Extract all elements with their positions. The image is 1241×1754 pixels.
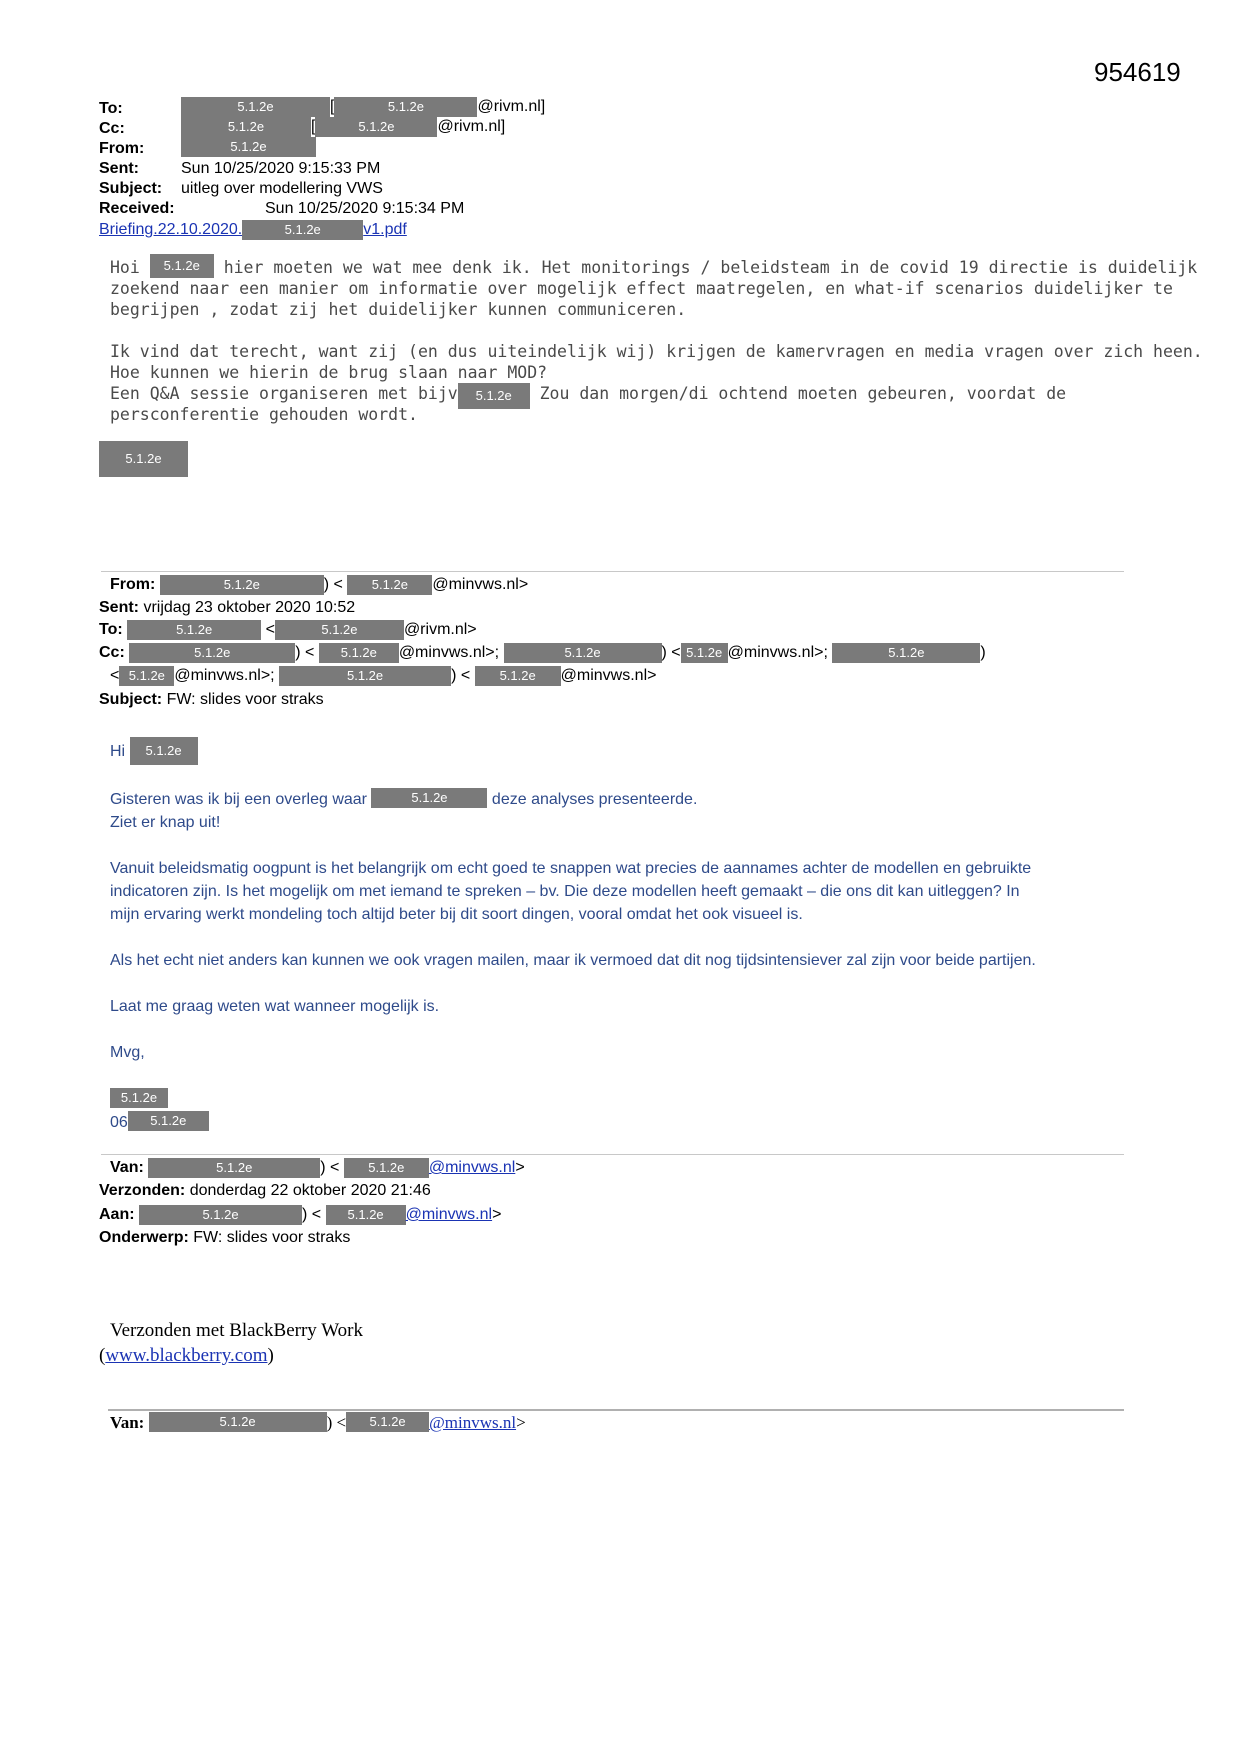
email-suffix: @rivm.nl] bbox=[477, 98, 546, 115]
message2-closing: Mvg, bbox=[110, 1044, 145, 1061]
redaction: 5.1.2e bbox=[150, 254, 214, 278]
subject-label: Subject: bbox=[99, 180, 163, 197]
redaction: 5.1.2e bbox=[315, 117, 437, 137]
redaction: 5.1.2e bbox=[119, 666, 174, 686]
message1-line4: Ik vind dat terecht, want zij (en dus uiteindelijk wij) krijgen de kamervragen en media vragen over zich heen. bbox=[110, 342, 1203, 361]
forward1-from: From: 5.1.2e ) < 5.1.2e @minvws.nl> bbox=[110, 576, 529, 593]
redaction: 5.1.2e bbox=[110, 1088, 168, 1108]
subject-value: uitleg over modellering VWS bbox=[181, 180, 383, 197]
redaction: 5.1.2e bbox=[346, 1412, 429, 1432]
message2-p1-line2: Ziet er knap uit! bbox=[110, 814, 221, 831]
bracket: [ bbox=[330, 98, 335, 115]
forward2-onderwerp: Onderwerp: FW: slides voor straks bbox=[99, 1229, 351, 1246]
message1-line1: Hoi 5.1.2e hier moeten we wat mee denk ik. Het monitorings / beleidsteam in de covid 19 directie is duidelijk bbox=[110, 257, 1197, 281]
redaction: 5.1.2e bbox=[475, 666, 561, 686]
message1-line2: zoekend naar een manier om informatie over mogelijk effect maatregelen, en what-if scenarios duidelijker te bbox=[110, 279, 1173, 298]
blackberry-link-line: (www.blackberry.com) bbox=[99, 1345, 274, 1366]
redaction: 5.1.2e bbox=[344, 1158, 429, 1178]
forward1-sent: Sent: vrijdag 23 oktober 2020 10:52 bbox=[99, 599, 356, 616]
redaction: 5.1.2e bbox=[347, 575, 432, 595]
forward1-to: To: 5.1.2e < 5.1.2e @rivm.nl> bbox=[99, 621, 477, 638]
redaction: 5.1.2e bbox=[160, 575, 324, 595]
blackberry-link[interactable]: www.blackberry.com bbox=[105, 1345, 268, 1366]
signature-redaction: 5.1.2e bbox=[99, 441, 188, 477]
redaction: 5.1.2e bbox=[130, 737, 198, 765]
message1-line5: Hoe kunnen we hierin de brug slaan naar MOD? bbox=[110, 363, 548, 382]
from-label: From: bbox=[99, 140, 145, 157]
sent-label: Sent: bbox=[99, 160, 139, 177]
redaction: 5.1.2e bbox=[334, 97, 477, 117]
from-value bbox=[181, 137, 316, 157]
redaction: 5.1.2e bbox=[129, 643, 295, 663]
forward1-subject: Subject: FW: slides voor straks bbox=[99, 691, 324, 708]
forward1-cc-line1: Cc: 5.1.2e ) < 5.1.2e @minvws.nl>; 5.1.2e ) < 5.1.2e @minvws.nl>; 5.1.2e ) bbox=[99, 644, 986, 661]
redaction: 5.1.2e bbox=[504, 643, 662, 663]
message1-line3: begrijpen , zodat zij het duidelijker kunnen communiceren. bbox=[110, 300, 687, 319]
attachment-name-start[interactable]: Briefing.22.10.2020. bbox=[99, 221, 243, 238]
redaction: 5.1.2e bbox=[127, 620, 261, 640]
cc-value bbox=[181, 117, 505, 137]
forward2-van: Van: 5.1.2e ) < 5.1.2e @minvws.nl> bbox=[110, 1159, 525, 1176]
redaction: 5.1.2e bbox=[279, 666, 451, 686]
redaction: 5.1.2e bbox=[128, 1111, 209, 1131]
redaction: 5.1.2e bbox=[275, 620, 404, 640]
attachment-link[interactable] bbox=[99, 220, 407, 240]
redaction: 5.1.2e bbox=[832, 643, 980, 663]
redaction: 5.1.2e bbox=[148, 1158, 320, 1178]
redaction: 5.1.2e bbox=[181, 117, 311, 137]
document-number: 954619 bbox=[1094, 57, 1181, 87]
redaction: 5.1.2e bbox=[681, 643, 728, 663]
to-value bbox=[181, 97, 545, 117]
message2-p2-line2: indicatoren zijn. Is het mogelijk om met iemand te spreken – bv. Die deze modellen heeft gemaakt – die ons dit kan uitleggen? In bbox=[110, 883, 1020, 900]
message2-greeting: Hi 5.1.2e bbox=[110, 740, 198, 768]
message2-sender-name bbox=[110, 1088, 168, 1111]
email-suffix: @rivm.nl] bbox=[437, 118, 506, 135]
redaction: 5.1.2e bbox=[181, 97, 330, 117]
message1-line7: persconferentie gehouden wordt. bbox=[110, 405, 418, 424]
forward3-van: Van: 5.1.2e ) < 5.1.2e @minvws.nl> bbox=[110, 1413, 526, 1432]
separator bbox=[108, 1409, 1124, 1411]
separator bbox=[101, 571, 1124, 572]
message2-p4: Laat me graag weten wat wanneer mogelijk is. bbox=[110, 998, 440, 1015]
redaction: 5.1.2e bbox=[326, 1205, 406, 1225]
redaction: 5.1.2e bbox=[371, 788, 487, 808]
bracket: [ bbox=[311, 118, 316, 135]
redaction: 5.1.2e bbox=[458, 383, 530, 409]
message2-p1-line1: Gisteren was ik bij een overleg waar 5.1.2e deze analyses presenteerde. bbox=[110, 790, 698, 808]
cc-label: Cc: bbox=[99, 120, 125, 137]
forward2-aan: Aan: 5.1.2e ) < 5.1.2e @minvws.nl> bbox=[99, 1206, 502, 1223]
to-label: To: bbox=[99, 100, 123, 117]
redaction: 5.1.2e bbox=[242, 220, 363, 240]
message2-phone: 06 5.1.2e bbox=[110, 1111, 209, 1134]
redaction: 5.1.2e bbox=[149, 1412, 327, 1432]
sent-value: Sun 10/25/2020 9:15:33 PM bbox=[181, 160, 381, 177]
redaction: 5.1.2e bbox=[319, 643, 399, 663]
redaction: 5.1.2e bbox=[181, 137, 316, 157]
forward2-verzonden: Verzonden: donderdag 22 oktober 2020 21:46 bbox=[99, 1182, 431, 1199]
message2-p3: Als het echt niet anders kan kunnen we ook vragen mailen, maar ik vermoed dat dit nog tijdsintensiever zal zijn voor beide partijen. bbox=[110, 952, 1036, 969]
message1-line6: Een Q&A sessie organiseren met bijv 5.1.2e Zou dan morgen/di ochtend moeten gebeuren, voordat de bbox=[110, 383, 1066, 409]
attachment-name-end[interactable]: v1.pdf bbox=[363, 221, 407, 238]
blackberry-line: Verzonden met BlackBerry Work bbox=[110, 1320, 363, 1341]
received-value: Sun 10/25/2020 9:15:34 PM bbox=[265, 200, 465, 217]
redaction: 5.1.2e bbox=[139, 1205, 302, 1225]
separator bbox=[101, 1154, 1124, 1155]
message2-p2-line1: Vanuit beleidsmatig oogpunt is het belangrijk om echt goed te snappen wat precies de aannames achter de modellen en gebruikte bbox=[110, 860, 1032, 877]
message2-p2-line3: mijn ervaring werkt mondeling toch altijd beter bij dit soort dingen, vooral omdat het ook visueel is. bbox=[110, 906, 803, 923]
forward1-cc-line2: < 5.1.2e @minvws.nl>; 5.1.2e ) < 5.1.2e @minvws.nl> bbox=[110, 667, 657, 684]
received-label: Received: bbox=[99, 200, 175, 217]
